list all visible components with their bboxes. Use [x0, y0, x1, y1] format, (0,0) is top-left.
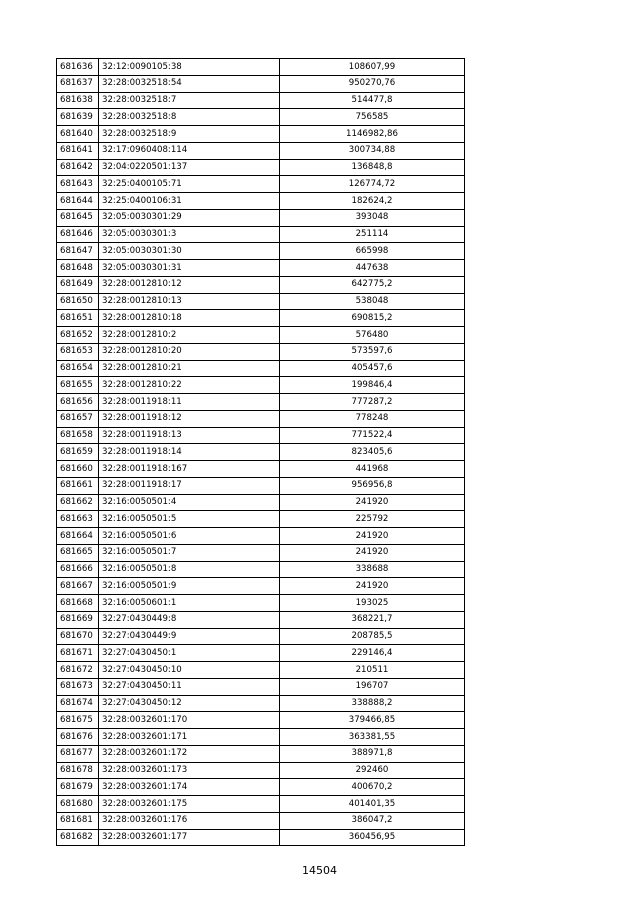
- value-cell: 300734,88: [280, 142, 465, 159]
- cadastral-number-cell: 32:04:0220501:137: [99, 159, 280, 176]
- row-id-cell: 681640: [57, 126, 99, 143]
- value-cell: 956956,8: [280, 477, 465, 494]
- table-row: [57, 561, 465, 578]
- row-id-cell: 681668: [57, 595, 99, 612]
- row-id-cell: 681669: [57, 611, 99, 628]
- table-row: [57, 745, 465, 762]
- table-row: [57, 394, 465, 411]
- row-id-cell: 681682: [57, 829, 99, 846]
- row-id-cell: 681675: [57, 712, 99, 729]
- row-id-cell: 681648: [57, 260, 99, 277]
- value-cell: 241920: [280, 578, 465, 595]
- table-row: [57, 410, 465, 427]
- table-row: [57, 260, 465, 277]
- cadastral-number-cell: 32:28:0012810:21: [99, 360, 280, 377]
- row-id-cell: 681645: [57, 209, 99, 226]
- table-row: [57, 75, 465, 92]
- row-id-cell: 681681: [57, 812, 99, 829]
- page-number: 14504: [302, 864, 337, 877]
- cadastral-number-cell: 32:28:0032518:8: [99, 109, 280, 126]
- value-cell: 1146982,86: [280, 126, 465, 143]
- value-cell: 379466,85: [280, 712, 465, 729]
- value-cell: 338888,2: [280, 695, 465, 712]
- row-id-cell: 681649: [57, 276, 99, 293]
- value-cell: 393048: [280, 209, 465, 226]
- table-row: [57, 796, 465, 813]
- value-cell: 771522,4: [280, 427, 465, 444]
- table-row: [57, 461, 465, 478]
- table-row: [57, 812, 465, 829]
- value-cell: 573597,6: [280, 343, 465, 360]
- cadastral-number-cell: 32:28:0032601:172: [99, 745, 280, 762]
- table-row: [57, 176, 465, 193]
- cadastral-number-cell: 32:27:0430450:10: [99, 662, 280, 679]
- cadastral-number-cell: 32:25:0400106:31: [99, 193, 280, 210]
- row-id-cell: 681672: [57, 662, 99, 679]
- value-cell: 292460: [280, 762, 465, 779]
- cadastral-number-cell: 32:16:0050501:4: [99, 494, 280, 511]
- table-row: [57, 142, 465, 159]
- row-id-cell: 681664: [57, 528, 99, 545]
- value-cell: 665998: [280, 243, 465, 260]
- value-cell: 441968: [280, 461, 465, 478]
- cadastral-number-cell: 32:28:0011918:12: [99, 410, 280, 427]
- table-row: [57, 444, 465, 461]
- row-id-cell: 681658: [57, 427, 99, 444]
- cadastral-number-cell: 32:28:0011918:11: [99, 394, 280, 411]
- row-id-cell: 681678: [57, 762, 99, 779]
- table-row: [57, 611, 465, 628]
- table-row: [57, 695, 465, 712]
- table-row: [57, 528, 465, 545]
- value-cell: 208785,5: [280, 628, 465, 645]
- table-row: [57, 193, 465, 210]
- value-cell: 400670,2: [280, 779, 465, 796]
- row-id-cell: 681677: [57, 745, 99, 762]
- cadastral-number-cell: 32:17:0960408:114: [99, 142, 280, 159]
- row-id-cell: 681667: [57, 578, 99, 595]
- row-id-cell: 681663: [57, 511, 99, 528]
- cadastral-number-cell: 32:28:0012810:12: [99, 276, 280, 293]
- value-cell: 386047,2: [280, 812, 465, 829]
- row-id-cell: 681636: [57, 59, 99, 76]
- row-id-cell: 681657: [57, 410, 99, 427]
- row-id-cell: 681676: [57, 729, 99, 746]
- row-id-cell: 681651: [57, 310, 99, 327]
- cadastral-number-cell: 32:28:0012810:13: [99, 293, 280, 310]
- cadastral-number-cell: 32:16:0050501:9: [99, 578, 280, 595]
- cadastral-number-cell: 32:28:0012810:2: [99, 327, 280, 344]
- table-row: [57, 109, 465, 126]
- row-id-cell: 681646: [57, 226, 99, 243]
- table-row: [57, 377, 465, 394]
- cadastral-number-cell: 32:16:0050601:1: [99, 595, 280, 612]
- cadastral-number-cell: 32:16:0050501:5: [99, 511, 280, 528]
- row-id-cell: 681653: [57, 343, 99, 360]
- value-cell: 368221,7: [280, 611, 465, 628]
- row-id-cell: 681642: [57, 159, 99, 176]
- table-row: [57, 712, 465, 729]
- row-id-cell: 681666: [57, 561, 99, 578]
- cadastral-number-cell: 32:28:0012810:20: [99, 343, 280, 360]
- table-row: [57, 159, 465, 176]
- table-row: [57, 327, 465, 344]
- table-row: [57, 126, 465, 143]
- cadastral-number-cell: 32:16:0050501:6: [99, 528, 280, 545]
- cadastral-value-table: [56, 58, 465, 846]
- value-cell: 514477,8: [280, 92, 465, 109]
- table-row: [57, 645, 465, 662]
- row-id-cell: 681647: [57, 243, 99, 260]
- cadastral-number-cell: 32:05:0030301:3: [99, 226, 280, 243]
- row-id-cell: 681665: [57, 544, 99, 561]
- cadastral-number-cell: 32:16:0050501:7: [99, 544, 280, 561]
- table-row: [57, 477, 465, 494]
- value-cell: 196707: [280, 678, 465, 695]
- cadastral-number-cell: 32:28:0032601:175: [99, 796, 280, 813]
- cadastral-number-cell: 32:16:0050501:8: [99, 561, 280, 578]
- table-row: [57, 662, 465, 679]
- table-row: [57, 92, 465, 109]
- value-cell: 199846,4: [280, 377, 465, 394]
- value-cell: 251114: [280, 226, 465, 243]
- cadastral-number-cell: 32:28:0032601:173: [99, 762, 280, 779]
- value-cell: 823405,6: [280, 444, 465, 461]
- cadastral-number-cell: 32:12:0090105:38: [99, 59, 280, 76]
- row-id-cell: 681644: [57, 193, 99, 210]
- cadastral-number-cell: 32:27:0430450:1: [99, 645, 280, 662]
- cadastral-number-cell: 32:28:0012810:18: [99, 310, 280, 327]
- row-id-cell: 681652: [57, 327, 99, 344]
- value-cell: 690815,2: [280, 310, 465, 327]
- table-row: [57, 595, 465, 612]
- value-cell: 447638: [280, 260, 465, 277]
- value-cell: 241920: [280, 528, 465, 545]
- cadastral-number-cell: 32:27:0430449:8: [99, 611, 280, 628]
- cadastral-number-cell: 32:28:0032601:171: [99, 729, 280, 746]
- table-row: [57, 779, 465, 796]
- table-row: [57, 360, 465, 377]
- table-body: [57, 59, 465, 846]
- table-row: [57, 310, 465, 327]
- value-cell: 229146,4: [280, 645, 465, 662]
- cadastral-number-cell: 32:28:0032518:54: [99, 75, 280, 92]
- value-cell: 210511: [280, 662, 465, 679]
- table-row: [57, 544, 465, 561]
- value-cell: 193025: [280, 595, 465, 612]
- cadastral-number-cell: 32:28:0011918:13: [99, 427, 280, 444]
- row-id-cell: 681638: [57, 92, 99, 109]
- cadastral-number-cell: 32:05:0030301:29: [99, 209, 280, 226]
- table-row: [57, 578, 465, 595]
- value-cell: 126774,72: [280, 176, 465, 193]
- value-cell: 642775,2: [280, 276, 465, 293]
- table-row: [57, 343, 465, 360]
- row-id-cell: 681680: [57, 796, 99, 813]
- cadastral-number-cell: 32:28:0032518:9: [99, 126, 280, 143]
- table-row: [57, 494, 465, 511]
- cadastral-number-cell: 32:28:0032601:177: [99, 829, 280, 846]
- cadastral-number-cell: 32:05:0030301:30: [99, 243, 280, 260]
- row-id-cell: 681654: [57, 360, 99, 377]
- table-row: [57, 226, 465, 243]
- value-cell: 136848,8: [280, 159, 465, 176]
- table-row: [57, 762, 465, 779]
- value-cell: 182624,2: [280, 193, 465, 210]
- table-row: [57, 209, 465, 226]
- row-id-cell: 681673: [57, 678, 99, 695]
- row-id-cell: 681655: [57, 377, 99, 394]
- cadastral-number-cell: 32:28:0032518:7: [99, 92, 280, 109]
- cadastral-number-cell: 32:28:0011918:17: [99, 477, 280, 494]
- value-cell: 576480: [280, 327, 465, 344]
- value-cell: 108607,99: [280, 59, 465, 76]
- table-row: [57, 829, 465, 846]
- row-id-cell: 681641: [57, 142, 99, 159]
- cadastral-number-cell: 32:28:0032601:170: [99, 712, 280, 729]
- cadastral-number-cell: 32:28:0032601:174: [99, 779, 280, 796]
- table-row: [57, 243, 465, 260]
- row-id-cell: 681671: [57, 645, 99, 662]
- value-cell: 363381,55: [280, 729, 465, 746]
- row-id-cell: 681650: [57, 293, 99, 310]
- row-id-cell: 681659: [57, 444, 99, 461]
- cadastral-number-cell: 32:25:0400105:71: [99, 176, 280, 193]
- value-cell: 777287,2: [280, 394, 465, 411]
- cadastral-number-cell: 32:28:0032601:176: [99, 812, 280, 829]
- value-cell: 241920: [280, 544, 465, 561]
- value-cell: 756585: [280, 109, 465, 126]
- table-row: [57, 511, 465, 528]
- row-id-cell: 681679: [57, 779, 99, 796]
- row-id-cell: 681662: [57, 494, 99, 511]
- value-cell: 360456,95: [280, 829, 465, 846]
- cadastral-number-cell: 32:28:0011918:167: [99, 461, 280, 478]
- value-cell: 538048: [280, 293, 465, 310]
- table-row: [57, 427, 465, 444]
- table-row: [57, 293, 465, 310]
- cadastral-number-cell: 32:27:0430450:11: [99, 678, 280, 695]
- table-row: [57, 729, 465, 746]
- table-row: [57, 59, 465, 76]
- value-cell: 950270,76: [280, 75, 465, 92]
- table-row: [57, 628, 465, 645]
- row-id-cell: 681637: [57, 75, 99, 92]
- value-cell: 241920: [280, 494, 465, 511]
- value-cell: 401401,35: [280, 796, 465, 813]
- table-row: [57, 276, 465, 293]
- value-cell: 778248: [280, 410, 465, 427]
- row-id-cell: 681660: [57, 461, 99, 478]
- table-row: [57, 678, 465, 695]
- row-id-cell: 681670: [57, 628, 99, 645]
- row-id-cell: 681656: [57, 394, 99, 411]
- value-cell: 388971,8: [280, 745, 465, 762]
- row-id-cell: 681643: [57, 176, 99, 193]
- value-cell: 338688: [280, 561, 465, 578]
- row-id-cell: 681674: [57, 695, 99, 712]
- row-id-cell: 681639: [57, 109, 99, 126]
- value-cell: 225792: [280, 511, 465, 528]
- cadastral-number-cell: 32:27:0430449:9: [99, 628, 280, 645]
- cadastral-number-cell: 32:27:0430450:12: [99, 695, 280, 712]
- value-cell: 405457,6: [280, 360, 465, 377]
- cadastral-number-cell: 32:05:0030301:31: [99, 260, 280, 277]
- cadastral-number-cell: 32:28:0012810:22: [99, 377, 280, 394]
- row-id-cell: 681661: [57, 477, 99, 494]
- cadastral-number-cell: 32:28:0011918:14: [99, 444, 280, 461]
